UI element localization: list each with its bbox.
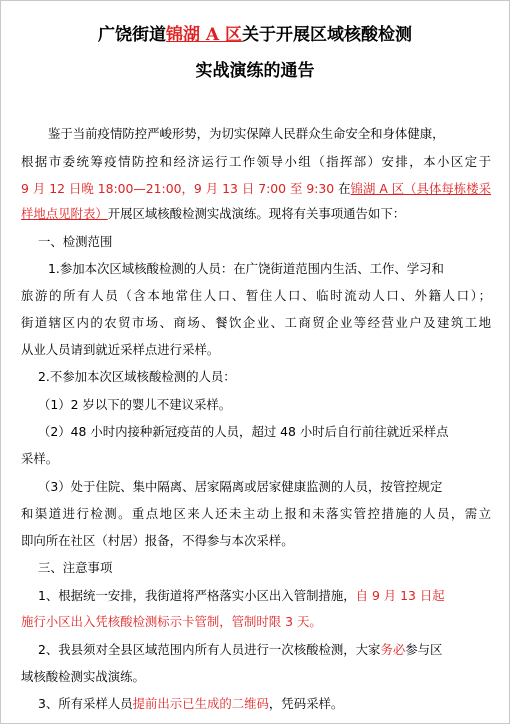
section-1-sub-3-line-2: 和渠道进行检测。重点地区来人还未主动上报和未落实管控措施的人员，需立 xyxy=(21,506,491,521)
intro-line-2: 根据市委统筹疫情防控和经济运行工作领导小组（指挥部）安排，本小区定于 xyxy=(21,154,491,169)
section-1-item-1-line-2: 旅游的所有人员（含本地常住人口、暂住人口、临时流动人口、外籍人口）； xyxy=(21,288,491,303)
section-1-item-1-line-4: 从业人员请到就近采样点进行采样。 xyxy=(21,342,220,357)
section-1-item-2-heading: 2.不参加本次区域核酸检测的人员： xyxy=(38,369,236,384)
section-3-item-1-line-2: 施行小区出入凭核酸检测标示卡管制，管制时限 3 天。 xyxy=(21,614,322,629)
exercise-place: 锦湖 A 区（具体每栋楼采 xyxy=(350,181,491,196)
intro-connector: 在 xyxy=(334,181,351,196)
section-1-sub-1: （1）2 岁以下的婴儿不建议采样。 xyxy=(38,397,232,412)
section-3-item-3-text-cont: ，凭码采样。 xyxy=(268,696,344,711)
intro-line-3 xyxy=(21,180,491,198)
intro-line-1: 鉴于当前疫情防控严峻形势，为切实保障人民群众生命安全和身体健康， xyxy=(48,126,445,141)
intro-line-4 xyxy=(21,205,491,223)
section-1-sub-3-line-3: 即向所在社区（村居）报备，不得参与本次采样。 xyxy=(21,533,294,548)
intro-line-4-text: 开展区域核酸检测实战演练。现将有关事项通告如下： xyxy=(107,206,406,221)
section-3-item-1-line-1 xyxy=(38,587,491,605)
section-3-item-2-line-2: 域核酸检测实战演练。 xyxy=(21,669,145,684)
section-1-sub-2-line-2: 采样。 xyxy=(21,451,59,466)
section-1-heading: 一、检测范围 xyxy=(38,234,113,249)
section-3-item-1-text: 1、根据统一安排，我街道将严格落实小区出入管制措施， xyxy=(38,588,356,603)
notice-title-line-1 xyxy=(0,25,510,45)
section-3-item-2-line-1 xyxy=(38,641,491,659)
section-3-item-2-text-cont: 参与区 xyxy=(405,642,443,657)
section-3-item-3 xyxy=(38,695,491,713)
section-3-heading: 三、注意事项 xyxy=(38,560,113,575)
section-3-item-3-text: 3、所有采样人员 xyxy=(38,696,133,711)
title-area-name: 锦湖 A 区 xyxy=(165,25,243,45)
notice-title-line-2: 实战演练的通告 xyxy=(195,61,315,81)
title-suffix: 关于开展区域核酸检测 xyxy=(242,25,413,45)
must-emphasis: 务必 xyxy=(380,642,406,657)
section-1-sub-3-line-1: （3）处于住院、集中隔离、居家隔离或居家健康监测的人员，按管控规定 xyxy=(38,479,443,494)
exercise-place-cont: 样地点见附表） xyxy=(21,206,108,221)
control-start-date: 自 9 月 13 日起 xyxy=(355,588,445,603)
section-1-sub-2-line-1: （2）48 小时内接种新冠疫苗的人员，超过 48 小时后自行前往就近采样点 xyxy=(38,424,449,439)
qr-code-instruction: 提前出示已生成的二维码 xyxy=(132,696,269,711)
section-3-item-2-text: 2、我县须对全县区域范围内所有人员进行一次核酸检测，大家 xyxy=(38,642,381,657)
title-prefix: 广饶街道 xyxy=(97,25,166,45)
section-1-item-1-line-1: 1.参加本次区域核酸检测的人员：在广饶街道范围内生活、工作、学习和 xyxy=(48,261,444,276)
exercise-time: 9 月 12 日晚 18:00—21:00，9 月 13 日 7:00 至 9:30 xyxy=(21,181,335,196)
section-1-item-1-line-3: 街道辖区内的农贸市场、商场、餐饮企业、工商贸企业等经营业户及建筑工地 xyxy=(21,315,491,330)
